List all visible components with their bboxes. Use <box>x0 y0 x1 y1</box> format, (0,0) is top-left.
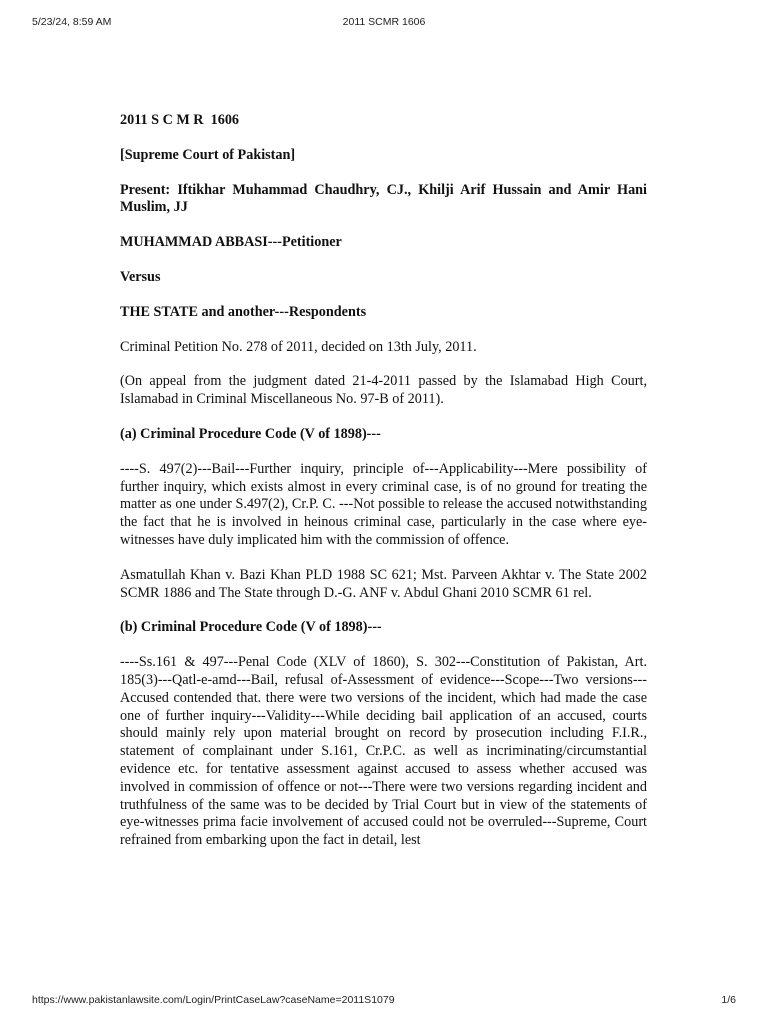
document-body <box>120 112 647 867</box>
petitioner-name: MUHAMMAD ABBASI---Petitioner <box>120 234 342 251</box>
print-datetime: 5/23/24, 8:59 AM <box>32 16 112 28</box>
print-url[interactable]: https://www.pakistanlawsite.com/Login/PrintCaseLaw?caseName=2011S1079 <box>32 994 395 1006</box>
bench-members: Present: Iftikhar Muhammad Chaudhry, CJ., Khilji Arif Hussain and Amir Hani Muslim, JJ <box>120 181 647 216</box>
respondents-name: THE STATE and another---Respondents <box>120 303 367 320</box>
headnote-b-text: ----Ss.161 & 497---Penal Code (XLV of 1860), S. 302---Constitution of Pakistan, Art. 185(3)---Qatl-e-amd---Bail, refusal of-Assessment of evidence---Scope---Two versions---Accused contended that. there were two versions of the incident, which had made the case one of further inquiry---Validity---While deciding bail application of an accused, courts should mainly rely upon material brought on record by prosecution including F.I.R., statement of complainant under S.161, Cr.P.C. as well as incriminating/circumstantial evidence etc. for tentative assessment against accused to assess whether accused was involved in commission of offence or not---There were two versions regarding incident and truthfulness of the same was to be decided by Trial Court but in view of the statements of eye-witnesses prima facie involvement of accused could not be overruled---Supreme, Court refrained from embarking upon the fact in detail, lest <box>120 654 647 849</box>
print-footer <box>0 994 768 1008</box>
versus-label: Versus <box>120 268 161 285</box>
case-citation: 2011 S C M R 1606 <box>120 112 240 128</box>
headnote-a-text: ----S. 497(2)---Bail---Further inquiry, principle of---Applicability---Mere possibility of further inquiry, which exists almost in every criminal case, is of no ground for treating the matter as one under S.497(2), Cr.P. C. ---Not possible to release the accused notwithstanding the fact that he is involved in heinous criminal case, particularly in the case where eye-witnesses have duly implicated him with the commission of offence. <box>120 460 647 548</box>
headnote-a-cases: Asmatullah Khan v. Bazi Khan PLD 1988 SC 621; Mst. Parveen Akhtar v. The State 2002 SCMR 1886 and The State through D.-G. ANF v. Abdul Ghani 2010 SCMR 61 rel. <box>120 566 647 601</box>
print-header <box>0 16 768 30</box>
headnote-a-title: (a) Criminal Procedure Code (V of 1898)--- <box>120 425 381 442</box>
appeal-info: (On appeal from the judgment dated 21-4-2011 passed by the Islamabad High Court, Islamabad in Criminal Miscellaneous No. 97-B of 2011). <box>120 373 647 408</box>
print-title: 2011 SCMR 1606 <box>342 16 426 28</box>
page-number: 1/6 <box>721 994 736 1006</box>
headnote-b-title: (b) Criminal Procedure Code (V of 1898)--- <box>120 619 382 636</box>
court-name: [Supreme Court of Pakistan] <box>120 146 296 163</box>
case-info: Criminal Petition No. 278 of 2011, decided on 13th July, 2011. <box>120 338 477 355</box>
